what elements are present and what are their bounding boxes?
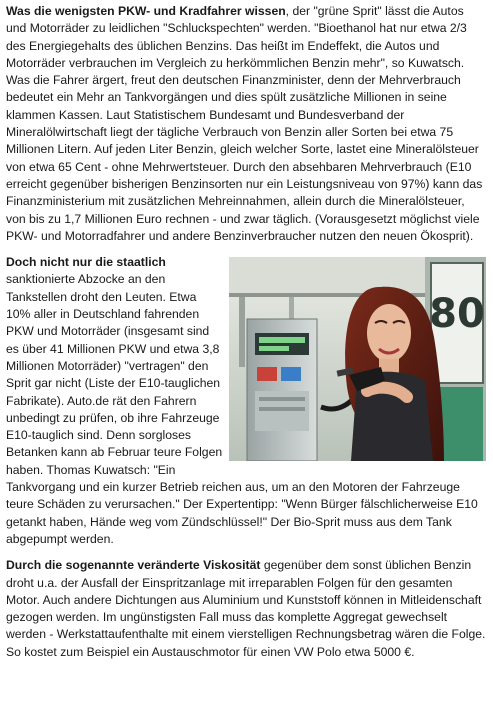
paragraph-2-lead: Doch nicht nur die staatlich [6,255,166,270]
woman-holding-fuel-nozzle-image [229,257,486,461]
paragraph-1-lead: Was die wenigsten PKW- und Kradfahrer wissen [6,4,286,18]
paragraph-2 [6,254,486,548]
pump-sign-number: 80 [429,291,485,338]
paragraph-3 [6,557,486,661]
paragraph-3-lead: Durch die sogenannte veränderte Viskosität [6,558,261,573]
paragraph-1 [6,3,486,245]
paragraph-3-body: gegenüber dem sonst üblichen Benzin droht u.a. der Ausfall der Einspritzanlage mit irreparablen Folgen für den gesamten Motor. Auch andere Dichtungen aus Aluminium und Kunststoff können in Mitleidenschaft gezogen werden. Im ungünstigsten Fall muss das komplette Aggregat gewechselt werden - Werkstattaufenthalte mit einem vierstelligen Rechnungsbetrag wären die Folge. So kostet zum Beispiel ein Austauschmotor für einen VW Polo etwa 5000 €. [6,558,486,659]
paragraph-1-body: , der "grüne Sprit" lässt die Autos und Motorräder zu leidlichen "Schluckspechten" werden. "Bioethanol hat nur etwa 2/3 des Energiegehalts des üblichen Benzins. Das heißt im Endeffekt, die Autos und Motorräder verbrauchen im Vergleich zu herkömmlichen Benzin mehr", so Kuwatsch. Was die Fahrer ärgert, freut den deutschen Finanzminister, denn der Mehrverbrauch bedeutet ein Mehr an Tankvorgängen und dies spült zusätzliche Millionen in seine klammen Kassen. Laut Statistischem Bundesamt und Bundesverband der Mineralölwirtschaft liegt der tägliche Verbrauch von Benzin aller Sorten bei etwa 75 Millionen Litern. Auf jeden Liter Benzin, gleich welcher Sorte, lastet eine Mineralölsteuer von etwa 65 Cent - ohne Mehrwertsteuer. Durch den absehbaren Mehrverbrauch (E10 erreicht gegenüber bisherigen Benzinsorten nur ein Leistungsniveau von 97%) kann das Finanzministerium mit zusätzlichen Mehreinnahmen, allein durch die Mineralölsteuer, von bis zu 1,7 Millionen Euro rechnen - und zwar täglich. (Vorausgesetzt möglichst viele PKW- und Motorradfahrer und andere Benzinverbraucher nutzen den neuen Ökosprit). [6,4,483,243]
article [6,3,486,661]
paragraph-2-block [6,254,486,548]
fuel-nozzle-photo [229,257,486,461]
paragraph-2-body: sanktionierte Abzocke an den Tankstellen droht den Leuten. Etwa 10% aller in Deutschland fahrenden PKW und Motorräder (insgesamt sind es über 41 Millionen PKW und etwa 3,8 Millionen Motorräder) "vertragen" den Sprit gar nicht (Liste der E10-tauglichen Fabrikate). Auto.de rät den Fahrern unbedingt zu prüfen, ob ihre Fahrzeuge E10-tauglich sind. Denn sorgloses Betanken kann ab Februar teure Folgen haben. Thomas Kuwatsch: "Ein Tankvorgang und ein kurzer Betrieb reichen aus, um an den Motoren der Fahrzeuge teure Schäden zu verursachen." Der Expertentipp: "Wenn Bürger fälschlicherweise E10 getankt haben, Hände weg vom Zündschlüssel!" Der Bio-Sprit muss aus dem Tank abgepumpt werden. [6,272,478,546]
